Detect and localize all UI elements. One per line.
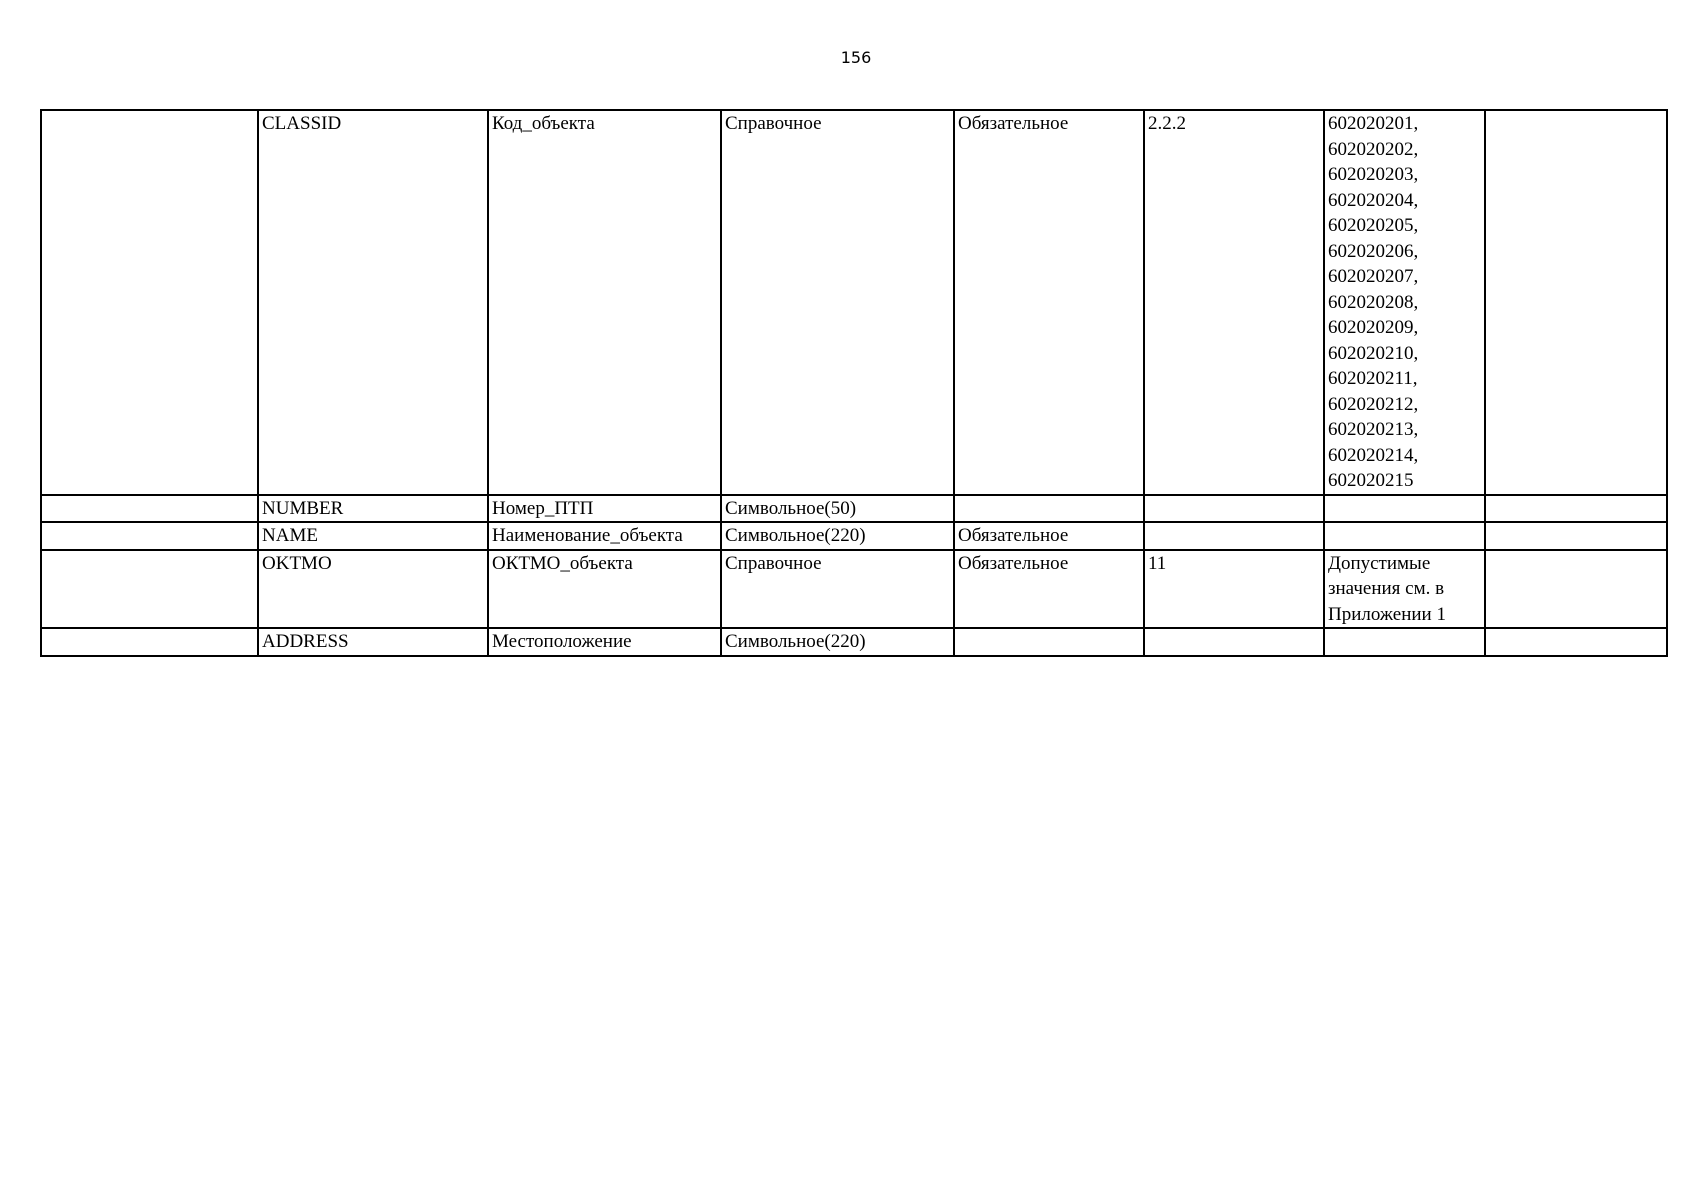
code-line: 602020213, — [1328, 419, 1419, 440]
table-row — [41, 628, 1667, 656]
code-line: 602020207, — [1328, 266, 1419, 287]
table-row — [41, 522, 1667, 550]
cell-allowed-codes — [1324, 110, 1485, 495]
code-line: 602020208, — [1328, 291, 1419, 313]
table-container — [40, 109, 1668, 657]
page-number: 156 — [840, 48, 872, 67]
cell-reference: 11 — [1144, 550, 1324, 629]
cell-requirement — [954, 628, 1144, 656]
table-row — [41, 110, 1667, 495]
code-line: 602020204, — [1328, 189, 1419, 211]
cell-field-code: CLASSID — [258, 110, 488, 495]
cell-blank — [41, 550, 258, 629]
note-line: Приложении 1 — [1328, 603, 1446, 625]
cell-field-name: ОКТМО_объекта — [488, 550, 721, 629]
cell-reference — [1144, 522, 1324, 550]
cell-requirement: Обязательное — [954, 522, 1144, 550]
code-line: 602020205, — [1328, 215, 1419, 236]
cell-field-type: Справочное — [721, 550, 954, 629]
cell-requirement — [954, 495, 1144, 523]
cell-allowed-values-note — [1324, 550, 1485, 629]
cell-field-type: Символьное(220) — [721, 522, 954, 550]
cell-blank-last — [1485, 522, 1667, 550]
note-line: значения см. в — [1328, 578, 1445, 599]
code-line: 602020215 — [1328, 470, 1414, 491]
cell-field-code: NUMBER — [258, 495, 488, 523]
cell-field-code: NAME — [258, 522, 488, 550]
cell-field-name: Местоположение — [488, 628, 721, 656]
note-line: Допустимые — [1328, 552, 1431, 574]
code-line: 602020201, — [1328, 113, 1419, 134]
cell-reference — [1144, 628, 1324, 656]
cell-allowed-codes — [1324, 495, 1485, 523]
cell-blank-last — [1485, 628, 1667, 656]
data-table — [40, 109, 1668, 657]
code-line: 602020203, — [1328, 164, 1419, 185]
cell-blank-last — [1485, 495, 1667, 523]
code-line: 602020210, — [1328, 342, 1419, 364]
cell-blank-last — [1485, 110, 1667, 495]
cell-blank-last — [1485, 550, 1667, 629]
cell-field-name: Наименование_объекта — [488, 522, 721, 550]
cell-field-type: Справочное — [721, 110, 954, 495]
cell-field-type: Символьное(50) — [721, 495, 954, 523]
code-line: 602020214, — [1328, 444, 1419, 466]
code-line: 602020206, — [1328, 240, 1419, 262]
table-row — [41, 550, 1667, 629]
cell-field-name: Код_объекта — [488, 110, 721, 495]
cell-blank — [41, 495, 258, 523]
cell-blank — [41, 628, 258, 656]
code-line: 602020211, — [1328, 368, 1418, 389]
cell-field-code: ADDRESS — [258, 628, 488, 656]
cell-blank — [41, 110, 258, 495]
cell-allowed-codes — [1324, 522, 1485, 550]
cell-blank — [41, 522, 258, 550]
code-line: 602020212, — [1328, 393, 1419, 415]
cell-reference: 2.2.2 — [1144, 110, 1324, 495]
code-line: 602020202, — [1328, 138, 1419, 160]
code-line: 602020209, — [1328, 317, 1419, 338]
cell-allowed-codes — [1324, 628, 1485, 656]
cell-field-code: OKTMO — [258, 550, 488, 629]
table-row — [41, 495, 1667, 523]
cell-requirement: Обязательное — [954, 110, 1144, 495]
cell-requirement: Обязательное — [954, 550, 1144, 629]
cell-field-name: Номер_ПТП — [488, 495, 721, 523]
cell-reference — [1144, 495, 1324, 523]
cell-field-type: Символьное(220) — [721, 628, 954, 656]
